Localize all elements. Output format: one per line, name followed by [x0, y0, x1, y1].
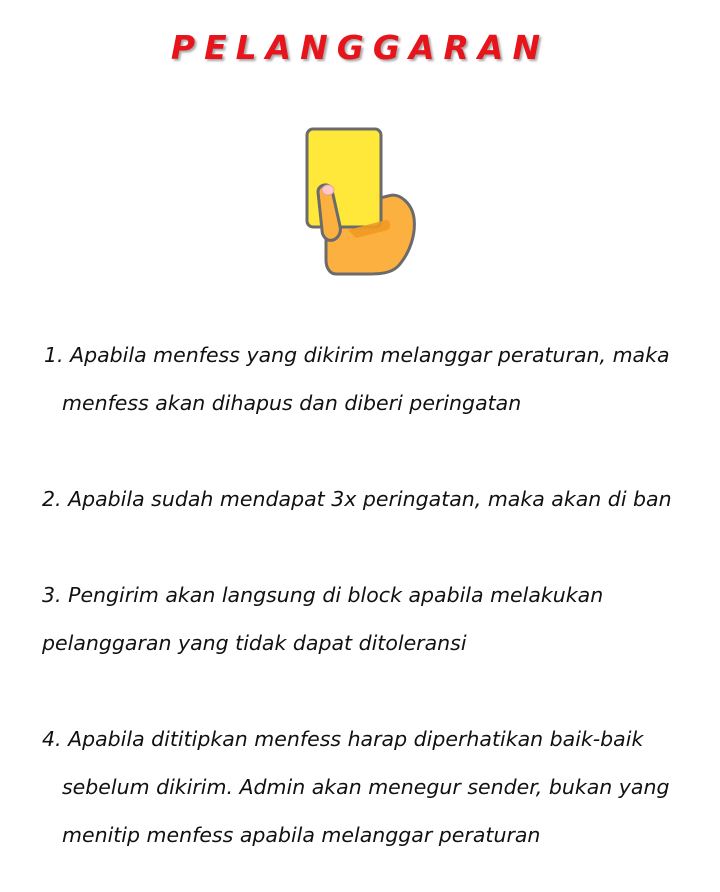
rule-1-line-1: 1. Apabila menfess yang dikirim melanggar peraturan, maka [44, 343, 670, 367]
rule-1-line-2: menfess akan dihapus dan diberi peringatan [62, 391, 522, 415]
rule-3-line-2: pelanggaran yang tidak dapat ditoleransi [42, 631, 467, 655]
rule-4-line-2: sebelum dikirim. Admin akan menegur sender, bukan yang [62, 775, 670, 799]
rule-4-line-1: 4. Apabila dititipkan menfess harap diperhatikan baik-baik [42, 727, 644, 751]
rule-4-line-3: menitip menfess apabila melanggar peraturan [62, 823, 541, 847]
rule-2-line-1: 2. Apabila sudah mendapat 3x peringatan, maka akan di ban [42, 487, 672, 511]
page-title: PELANGGARAN [170, 28, 550, 67]
yellow-card-hand-icon [296, 122, 420, 278]
rule-3-line-1: 3. Pengirim akan langsung di block apabila melakukan [42, 583, 604, 607]
